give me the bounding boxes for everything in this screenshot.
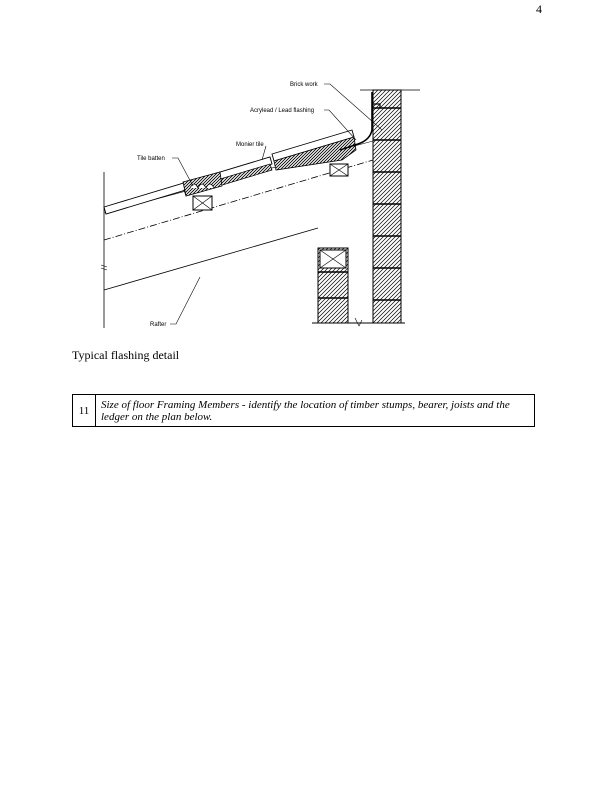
label-flashing: Acrylead / Lead flashing xyxy=(250,108,315,114)
brick-pier xyxy=(318,248,348,323)
question-number: 11 xyxy=(73,395,96,427)
question-table xyxy=(72,394,535,427)
tile-batten-2 xyxy=(330,164,348,176)
label-monier-tile: Monier tile xyxy=(236,142,264,148)
brick-wall xyxy=(373,90,401,323)
question-row xyxy=(73,395,535,427)
tile-profile xyxy=(190,184,214,188)
label-brick-work: Brick work xyxy=(290,82,318,88)
page-number: 4 xyxy=(536,2,542,16)
wall-break-mark xyxy=(355,318,362,326)
label-tile-batten: Tile batten xyxy=(137,156,165,162)
flashing-detail-drawing xyxy=(98,78,428,330)
question-text: Size of floor Framing Members - identify the location of timber stumps, bearer, joists and the ledger on the plan below. xyxy=(96,395,535,427)
figure-caption: Typical flashing detail xyxy=(72,348,180,362)
tile-batten-1 xyxy=(193,196,212,210)
label-rafter: Rafter xyxy=(150,322,167,328)
